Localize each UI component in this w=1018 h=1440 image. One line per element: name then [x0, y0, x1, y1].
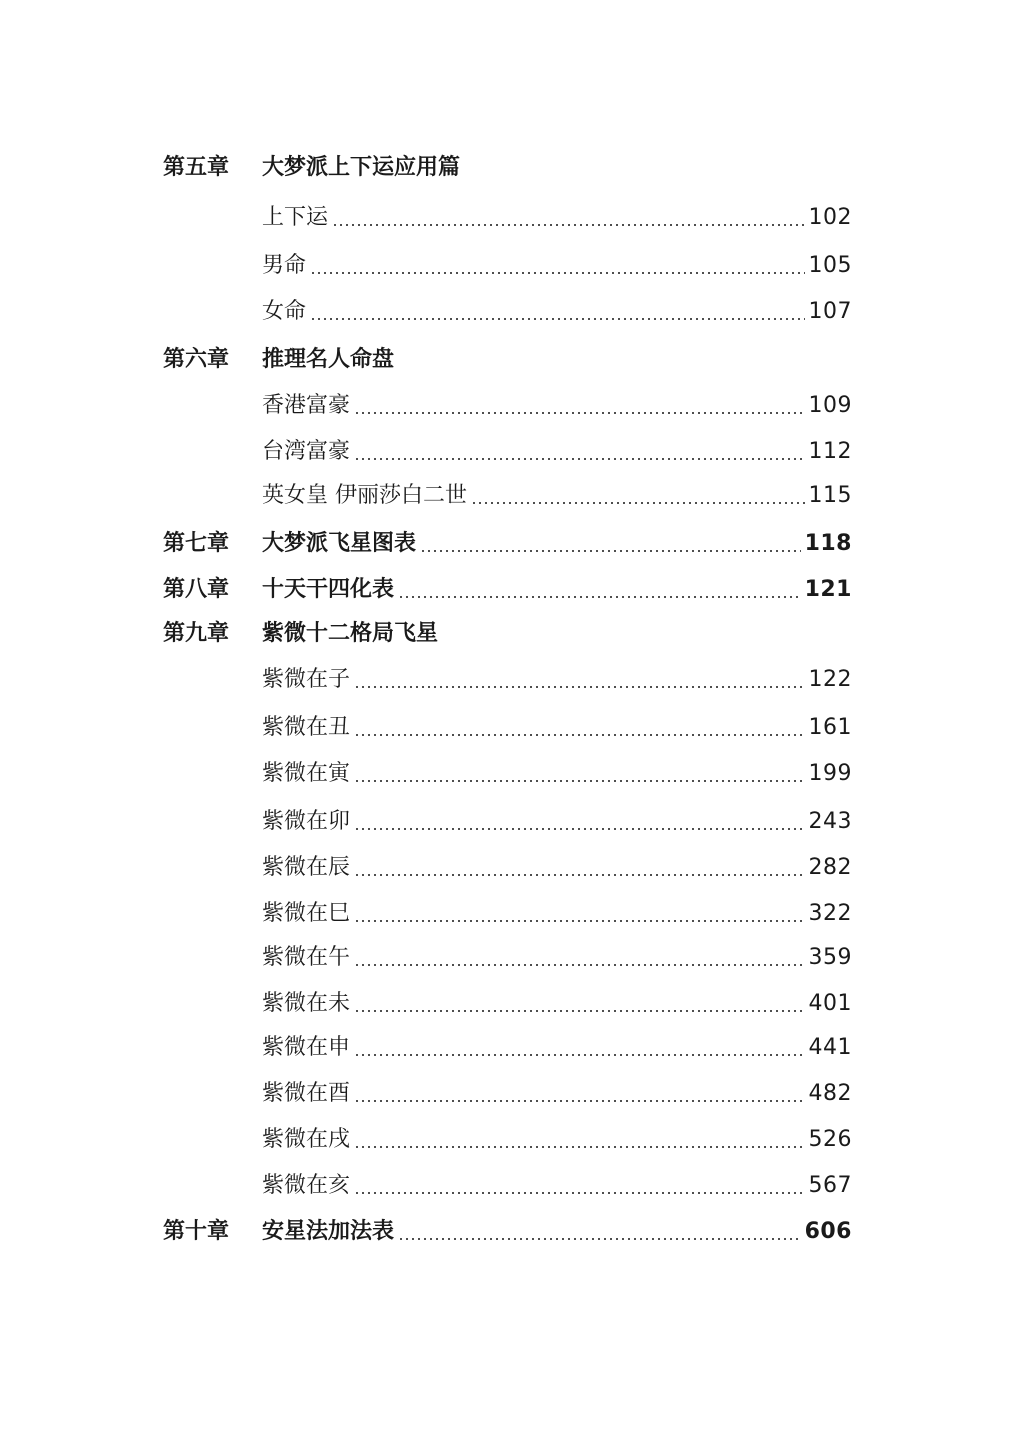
dot-leader	[332, 224, 804, 226]
entry-title: 紫微在子	[262, 667, 351, 692]
page-number: 482	[808, 1081, 852, 1106]
entry-title: 香港富豪	[262, 393, 351, 418]
toc-entry[interactable]	[262, 292, 852, 332]
page-number: 199	[808, 761, 852, 786]
dot-leader	[398, 1238, 801, 1240]
toc-entry[interactable]	[262, 938, 852, 978]
chapter-label: 第十章	[163, 1219, 230, 1244]
chapter-heading[interactable]	[262, 148, 852, 188]
dot-leader	[310, 272, 804, 274]
dot-leader	[471, 502, 805, 504]
page-number: 102	[808, 205, 852, 230]
dot-leader	[354, 780, 804, 782]
page-number: 115	[808, 483, 852, 508]
chapter-title: 大梦派上下运应用篇	[262, 155, 461, 180]
entry-title: 紫微在辰	[262, 855, 351, 880]
page-number: 282	[808, 855, 852, 880]
toc-entry[interactable]	[262, 432, 852, 472]
entry-title: 女命	[262, 299, 307, 324]
toc-entry[interactable]	[262, 386, 852, 426]
dot-leader	[354, 458, 804, 460]
chapter-label: 第八章	[163, 577, 230, 602]
toc-entry[interactable]	[262, 754, 852, 794]
toc-entry[interactable]	[262, 1120, 852, 1160]
toc-entry[interactable]	[262, 198, 852, 238]
page-number: 359	[808, 945, 852, 970]
page-number: 526	[808, 1127, 852, 1152]
chapter-label: 第七章	[163, 531, 230, 556]
page-number: 118	[804, 531, 852, 556]
chapter-label: 第九章	[163, 621, 230, 646]
toc-entry[interactable]	[262, 246, 852, 286]
page-number: 322	[808, 901, 852, 926]
dot-leader	[354, 734, 804, 736]
dot-leader	[354, 412, 804, 414]
dot-leader	[354, 874, 804, 876]
page-number: 122	[808, 667, 852, 692]
toc-entry[interactable]	[262, 802, 852, 842]
dot-leader	[354, 1054, 804, 1056]
chapter-label: 第六章	[163, 347, 230, 372]
toc-entry[interactable]	[262, 848, 852, 888]
dot-leader	[354, 686, 804, 688]
chapter-heading[interactable]	[262, 524, 852, 564]
chapter-label: 第五章	[163, 155, 230, 180]
entry-title: 紫微在寅	[262, 761, 351, 786]
entry-title: 男命	[262, 253, 307, 278]
dot-leader	[354, 964, 804, 966]
page-number: 567	[808, 1173, 852, 1198]
entry-title: 上下运	[262, 205, 329, 230]
page-number: 606	[804, 1219, 852, 1244]
chapter-heading[interactable]	[262, 570, 852, 610]
page-number: 107	[808, 299, 852, 324]
chapter-title: 推理名人命盘	[262, 347, 395, 372]
entry-title: 紫微在午	[262, 945, 351, 970]
entry-title: 紫微在戌	[262, 1127, 351, 1152]
page-number: 401	[808, 991, 852, 1016]
dot-leader	[354, 920, 804, 922]
entry-title: 紫微在亥	[262, 1173, 351, 1198]
dot-leader	[310, 318, 804, 320]
chapter-heading[interactable]	[262, 614, 852, 654]
dot-leader	[420, 550, 801, 552]
entry-title: 紫微在卯	[262, 809, 351, 834]
toc-entry[interactable]	[262, 984, 852, 1024]
page-number: 441	[808, 1035, 852, 1060]
dot-leader	[354, 1192, 804, 1194]
toc-entry[interactable]	[262, 894, 852, 934]
entry-title: 紫微在巳	[262, 901, 351, 926]
dot-leader	[354, 1146, 804, 1148]
entry-title: 紫微在丑	[262, 715, 351, 740]
toc-entry[interactable]	[262, 1028, 852, 1068]
dot-leader	[354, 828, 804, 830]
entry-title: 英女皇 伊丽莎白二世	[262, 483, 467, 508]
page-number: 161	[808, 715, 852, 740]
dot-leader	[354, 1010, 804, 1012]
dot-leader	[398, 596, 801, 598]
entry-title: 紫微在申	[262, 1035, 351, 1060]
page-number: 121	[804, 577, 852, 602]
chapter-title: 紫微十二格局飞星	[262, 621, 439, 646]
chapter-heading[interactable]	[262, 1212, 852, 1252]
page-number: 109	[808, 393, 852, 418]
entry-title: 紫微在未	[262, 991, 351, 1016]
dot-leader	[354, 1100, 804, 1102]
entry-title: 紫微在酉	[262, 1081, 351, 1106]
chapter-heading[interactable]	[262, 340, 852, 380]
toc-entry[interactable]	[262, 476, 852, 516]
page-number: 112	[808, 439, 852, 464]
entry-title: 台湾富豪	[262, 439, 351, 464]
page-number: 243	[808, 809, 852, 834]
toc-entry[interactable]	[262, 708, 852, 748]
toc-entry[interactable]	[262, 660, 852, 700]
chapter-title: 安星法加法表	[262, 1219, 395, 1244]
toc-entry[interactable]	[262, 1166, 852, 1206]
page-number: 105	[808, 253, 852, 278]
toc-entry[interactable]	[262, 1074, 852, 1114]
chapter-title: 十天干四化表	[262, 577, 395, 602]
chapter-title: 大梦派飞星图表	[262, 531, 417, 556]
